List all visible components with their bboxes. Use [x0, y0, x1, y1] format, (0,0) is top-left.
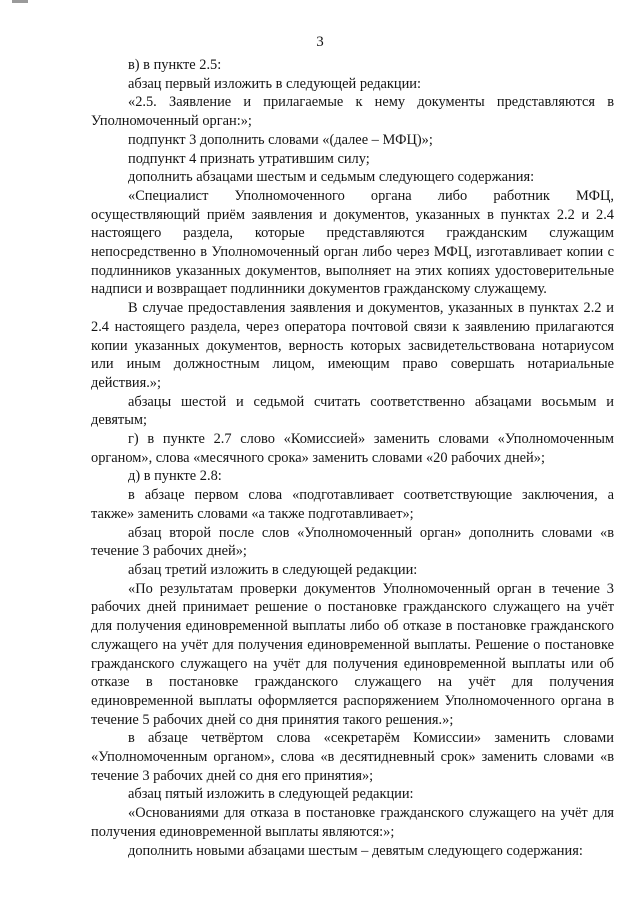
- document-body: [91, 56, 614, 860]
- paragraph: «Основаниями для отказа в постановке гражданского служащего на учёт для получения единовременной выплаты являются:»;: [91, 805, 614, 840]
- paragraph: д) в пункте 2.8:: [128, 468, 222, 485]
- paragraph: «2.5. Заявление и прилагаемые к нему документы представляются в Уполномоченный орган:»;: [91, 94, 614, 130]
- paragraph: абзац второй после слов «Уполномоченный орган» дополнить словами «в течение 3 рабочих дней»;: [91, 524, 614, 560]
- paragraph: В случае предоставления заявления и документов, указанных в пунктах 2.2 и 2.4 настоящего раздела, через оператора почтовой связи к заявлению прилагаются копии указанных документов, верность которых засвидетельствована нотариусом или иным должностным лицом, имеющим право совершать нотариальные действия.»;: [91, 300, 614, 391]
- paragraph: подпункт 4 признать утратившим силу;: [128, 150, 370, 167]
- page-number: 3: [316, 34, 324, 50]
- paragraph: абзац третий изложить в следующей редакции:: [128, 561, 418, 578]
- paragraph: «Специалист Уполномоченного органа либо работник МФЦ, осуществляющий приём заявления и документов, указанных в пунктах 2.2 и 2.4 настоящего раздела, которые представляются гражданским служащим непосредственно в Уполномоченный орган либо через МФЦ, изготавливает копии с подлинников указанных документов, выполняет на этих копиях удостоверительные надписи и возвращает подлинники документов гражданскому служащему.: [91, 187, 614, 298]
- paragraph: абзац первый изложить в следующей редакции:: [128, 75, 422, 92]
- paragraph: «По результатам проверки документов Уполномоченный орган в течение 3 рабочих дней принимает решение о постановке гражданского служащего на учёт для получения единовременной выплаты либо об отказе в постановке гражданского служащего на учёт для получения единовременной выплаты. Решение о постановке гражданского служащего на учёт для получения единовременной выплаты или об отказе в постановке гражданского служащего на учёт для получения единовременной выплаты оформляется распоряжением Уполномоченного органа в течение 5 рабочих дней со дня принятия такого решения.»;: [91, 580, 614, 728]
- paragraph: г) в пункте 2.7 слово «Комиссией» заменить словами «Уполномоченным органом», слова «месячного срока» заменить словами «20 рабочих дней»;: [91, 431, 614, 466]
- paragraph: в абзаце четвёртом слова «секретарём Комиссии» заменить словами «Уполномоченным органом», слова «в десятидневный срок» заменить словами «в течение 3 рабочих дней со дня его принятия»;: [91, 730, 614, 784]
- paragraph: дополнить абзацами шестым и седьмым следующего содержания:: [128, 169, 535, 186]
- paragraph: дополнить новыми абзацами шестым – девятым следующего содержания:: [128, 842, 583, 859]
- paragraph: абзацы шестой и седьмой считать соответственно абзацами восьмым и девятым;: [91, 393, 614, 429]
- scan-corner-mark: [12, 0, 28, 3]
- paragraph: в абзаце первом слова «подготавливает соответствующие заключения, а также» заменить словами «а также подготавливает»;: [91, 487, 614, 522]
- paragraph: подпункт 3 дополнить словами «(далее – МФЦ)»;: [128, 131, 433, 148]
- paragraph: абзац пятый изложить в следующей редакции:: [128, 786, 414, 803]
- paragraph: в) в пункте 2.5:: [128, 57, 222, 73]
